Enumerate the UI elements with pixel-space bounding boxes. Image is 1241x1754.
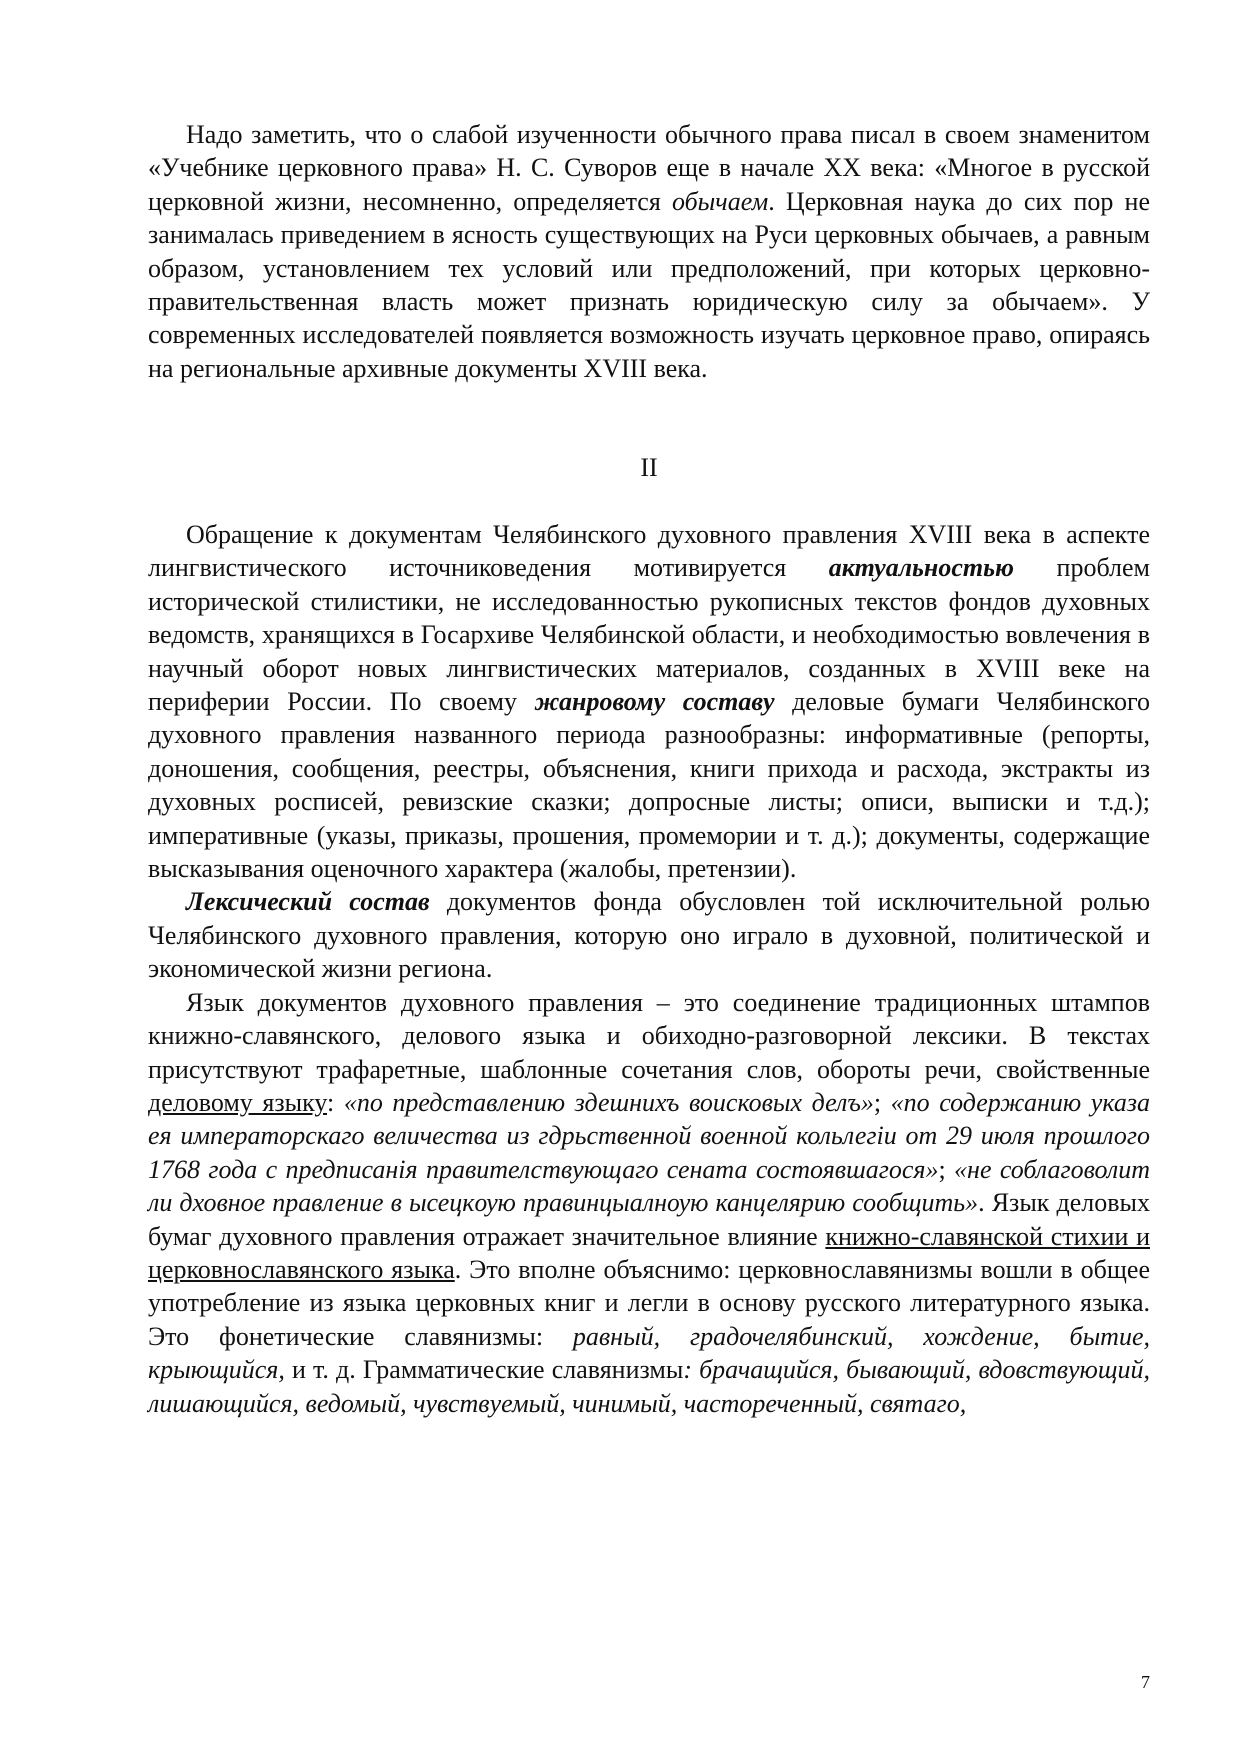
text-run: ; xyxy=(873,1087,891,1117)
main-paragraphs-block xyxy=(148,518,1150,1420)
text-run: : xyxy=(327,1087,344,1117)
italic-examples: равный, градочелябинский, хождение, бытие, крыющийся, xyxy=(148,1321,1150,1385)
text-run: ; xyxy=(938,1154,955,1184)
emphasis-term: актуальностью xyxy=(828,553,1014,583)
emphasis-term: Лексический состав xyxy=(186,887,430,917)
underlined-term: книжно-славянской стихии и церковнославянского языка xyxy=(148,1221,1150,1284)
text-run: деловые бумаги Челябинского духовного правления названного периода разнообразны: информативные (репорты, доношения, сообщения, реестры, объяснения, книги прихода и расхода, экстракты из духовных росписей, ревизские сказки; допросные листы; описи, выписки и т.д.); императивные (указы, приказы, прошения, промемории и т. д.); документы, содержащие высказывания оценочного характера (жалобы, претензии). xyxy=(148,687,1150,884)
text-run: . Язык деловых бумаг духовного правления отражает значительное влияние xyxy=(148,1188,1150,1251)
emphasis-term: жанровому составу xyxy=(534,687,775,717)
italic-examples: : брачащийся, бывающий, вдовствующий, лишающийся, ведомый, чувствуемый, чинимый, частореченный, святаго, xyxy=(148,1355,1150,1418)
text-run: Обращение к документам Челябинского духовного правления XVIII века в аспекте лингвистического источниковедения мотивируется xyxy=(148,520,1150,583)
text-run: . Это вполне объяснимо: церковнославянизмы вошли в общее употребление из языка церковных книг и легли в основу русского литературного языка. Это фонетические славянизмы: xyxy=(148,1254,1150,1351)
italic-term: обычаем xyxy=(671,186,769,216)
text-run: проблем исторической стилистики, не исследованностью рукописных текстов фондов духовных ведомств, хранящихся в Госархиве Челябинской области, и необходимостью вовлечения в научный оборот новых лингвистических материалов, созданных в XVIII веке на периферии России. По своему xyxy=(148,553,1151,717)
text-run: и т. д. Грамматические славянизмы xyxy=(284,1355,684,1385)
text-run: Надо заметить, что о слабой изученности обычного права писал в своем знаменитом «Учебнике церковного права» Н. С. Суворов еще в начале XX века: «Многое в русской церковной жизни, несомненно, определяется xyxy=(148,120,1150,216)
italic-quote: «по представлению здешнихъ воисковых делъ» xyxy=(343,1087,874,1117)
text-run: Язык документов духовного правления – это соединение традиционных штампов книжно-славянского, делового языка и обиходно-разговорной лексики. В текстах присутствуют трафаретные, шаблонные сочетания слов, обороты речи, свойственные xyxy=(148,987,1150,1084)
paragraph-relevance xyxy=(148,518,1150,885)
text-run: документов фонда обусловлен той исключительной ролью Челябинского духовного правления, которую оно играло в духовной, политической и экономической жизни региона. xyxy=(148,887,1150,984)
paragraph-document-language xyxy=(148,986,1150,1420)
intro-paragraph-block xyxy=(148,118,1150,385)
text-run: . Церковная наука до сих пор не занималась приведением в ясность существующих на Руси церковных обычаев, а равным образом, установлением тех условий или предположений, при которых церковно-правительственная власть может признать юридическую силу за обычаем». У современных исследователей появляется возможность изучать церковное право, опираясь на региональные архивные документы XVIII века. xyxy=(148,186,1150,383)
italic-quote: «по содержанию указа ея императорскаго величества из гдрьственной военной кольлегiи от 29 июля прошлого 1768 года с предписанiя правителствующаго сената состоявшагося» xyxy=(148,1087,1151,1184)
section-heading: II xyxy=(640,453,658,482)
paragraph-lexical-composition xyxy=(148,885,1150,985)
page-number: 7 xyxy=(1141,1672,1150,1692)
underlined-term: деловому языку xyxy=(148,1087,327,1117)
paragraph-suvorov-quote xyxy=(148,118,1150,385)
italic-quote: «не соблаговолит ли дховное правление в ысецкѹю правинцыалнѹю канцелярию сообщить» xyxy=(148,1154,1151,1218)
